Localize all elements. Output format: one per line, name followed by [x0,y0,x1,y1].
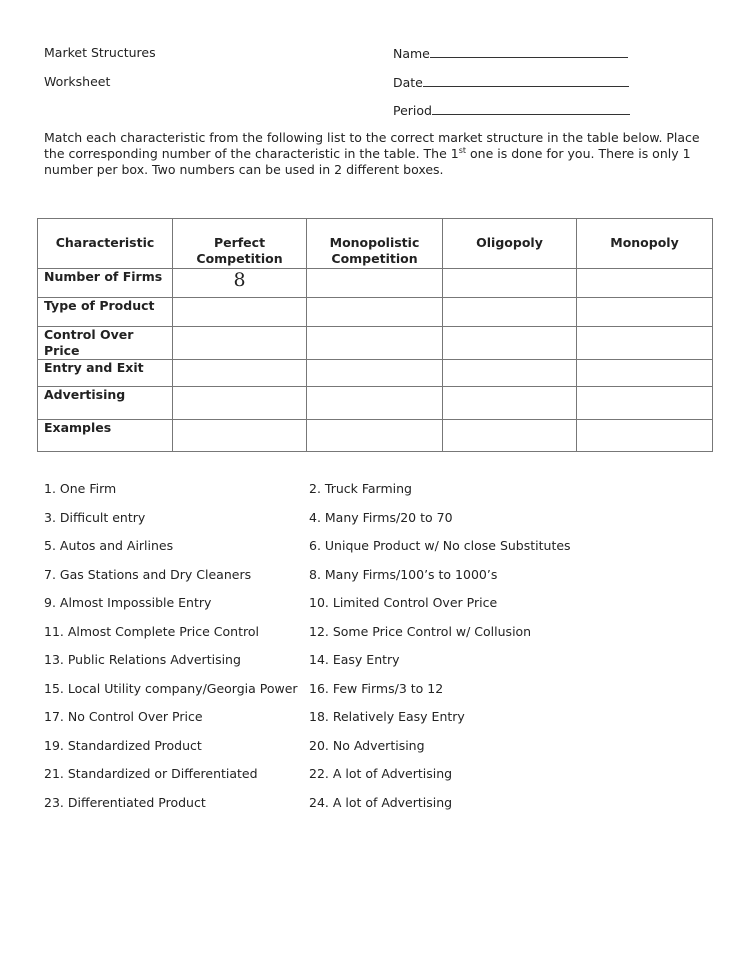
cell-answer[interactable] [307,387,443,420]
row-label-type-of-product: Type of Product [38,298,173,327]
instructions-superscript: st [458,145,467,155]
cell-answer[interactable] [577,327,713,360]
list-item: 14. Easy Entry [309,652,400,667]
list-item: 17. No Control Over Price [44,709,203,724]
list-item: 13. Public Relations Advertising [44,652,241,667]
period-field [393,102,630,118]
table-row [38,387,713,420]
table-row [38,298,713,327]
row-label-number-of-firms: Number of Firms [38,269,173,298]
list-item: 20. No Advertising [309,738,425,753]
cell-answer[interactable] [443,327,577,360]
row-label-control-over-price: Control Over Price [38,327,173,360]
cell-answer[interactable] [577,298,713,327]
table-header-row [38,219,713,269]
cell-answer[interactable] [173,327,307,360]
list-item: 12. Some Price Control w/ Collusion [309,624,532,639]
list-item: 18. Relatively Easy Entry [309,709,465,724]
name-label: Name [393,46,430,61]
instructions-paragraph [44,130,714,178]
cell-answer[interactable] [173,298,307,327]
header-perfect-competition: Perfect Competition [173,219,307,269]
list-item: 8. Many Firms/100’s to 1000’s [309,567,498,582]
row-label-advertising: Advertising [38,387,173,420]
instructions-part2: one is done for you. There is only 1 number per box. Two numbers can be used in 2 different boxes. [44,146,691,177]
list-item: 24. A lot of Advertising [309,795,453,810]
list-item: 6. Unique Product w/ No close Substitutes [309,538,571,553]
list-item: 5. Autos and Airlines [44,538,174,553]
period-label: Period [393,103,432,118]
cell-answer[interactable] [307,327,443,360]
header-oligopoly: Oligopoly [443,219,577,269]
market-structure-table [37,218,713,452]
list-item: 7. Gas Stations and Dry Cleaners [44,567,252,582]
list-item: 4. Many Firms/20 to 70 [309,510,453,525]
header-monopoly: Monopoly [577,219,713,269]
cell-answer[interactable] [173,360,307,387]
list-item: 22. A lot of Advertising [309,766,453,781]
row-label-examples: Examples [38,420,173,452]
name-field [393,45,628,61]
cell-answer[interactable] [577,269,713,298]
period-blank-line[interactable] [432,102,630,115]
list-item: 3. Difficult entry [44,510,146,525]
header-characteristic: Characteristic [38,219,173,269]
row-label-entry-and-exit: Entry and Exit [38,360,173,387]
list-item: 10. Limited Control Over Price [309,595,498,610]
cell-answer[interactable] [443,269,577,298]
list-item: 11. Almost Complete Price Control [44,624,259,639]
table-row [38,269,713,298]
cell-answer[interactable]: 8 [173,269,307,298]
table-row [38,420,713,452]
list-item: 19. Standardized Product [44,738,202,753]
cell-answer[interactable] [443,420,577,452]
cell-answer[interactable] [307,298,443,327]
list-item: 21. Standardized or Differentiated [44,766,258,781]
table-row [38,327,713,360]
cell-answer[interactable] [173,420,307,452]
cell-answer[interactable] [173,387,307,420]
date-blank-line[interactable] [423,74,629,87]
worksheet-title: Market Structures [44,45,156,60]
list-item: 15. Local Utility company/Georgia Power [44,681,298,696]
instructions-part1: Match each characteristic from the following list to the correct market structure in the table below. Place the corresponding number of the characteristic in the table. The 1 [44,130,700,161]
cell-answer[interactable] [307,269,443,298]
worksheet-subtitle: Worksheet [44,74,111,89]
table-row [38,360,713,387]
header-monopolistic-competition: Monopolistic Competition [307,219,443,269]
list-item: 1. One Firm [44,481,117,496]
cell-answer[interactable] [307,420,443,452]
cell-answer[interactable] [577,360,713,387]
date-label: Date [393,75,423,90]
list-item: 2. Truck Farming [309,481,412,496]
cell-answer[interactable] [577,387,713,420]
cell-answer[interactable] [443,360,577,387]
cell-answer[interactable] [577,420,713,452]
list-item: 9. Almost Impossible Entry [44,595,212,610]
list-item: 23. Differentiated Product [44,795,206,810]
date-field [393,74,629,90]
list-item: 16. Few Firms/3 to 12 [309,681,444,696]
cell-answer[interactable] [443,387,577,420]
name-blank-line[interactable] [430,45,628,58]
cell-answer[interactable] [307,360,443,387]
cell-answer[interactable] [443,298,577,327]
